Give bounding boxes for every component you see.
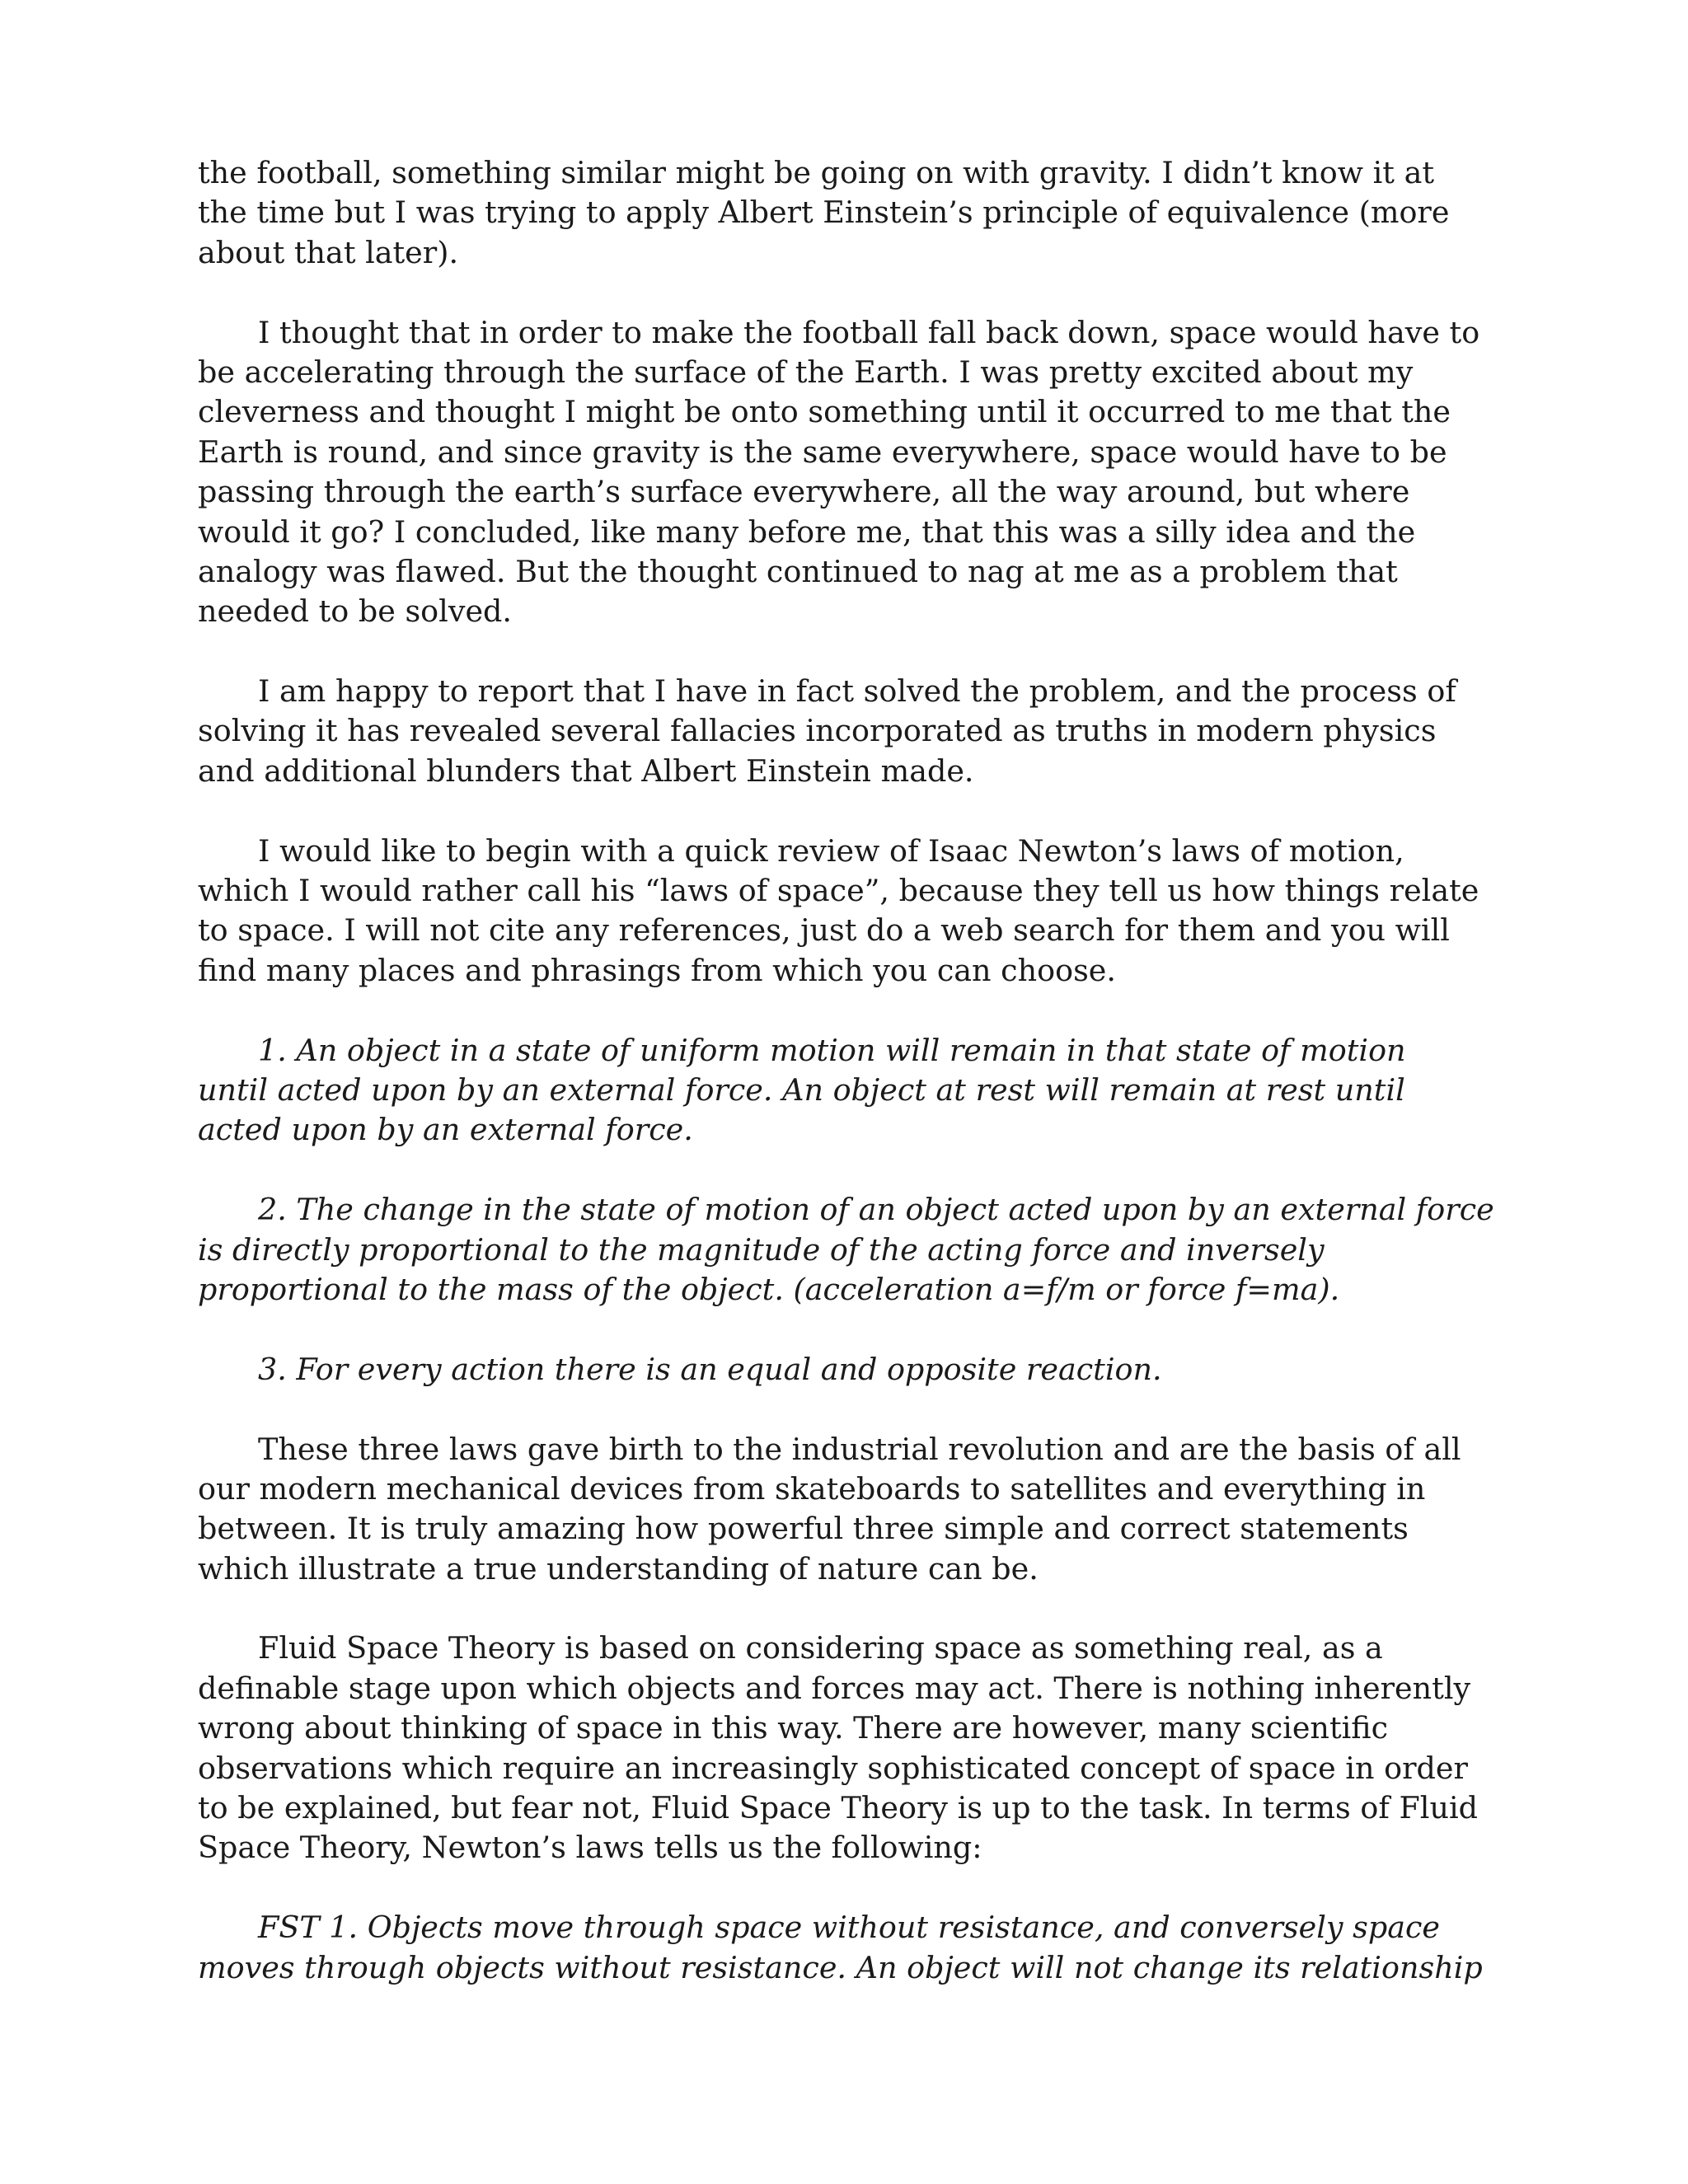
text-line: find many places and phrasings from which you can choose.: [198, 952, 1116, 988]
text-line: moves through objects without resistance. An object will not change its relationship: [198, 1949, 1483, 1985]
text-line: I thought that in order to make the football fall back down, space would have to: [258, 314, 1480, 350]
text-line: our modern mechanical devices from skateboards to satellites and everything in: [198, 1470, 1426, 1507]
text-line: the time but I was trying to apply Albert Einstein’s principle of equivalence (more: [198, 194, 1450, 231]
text-line: I would like to begin with a quick review of Isaac Newton’s laws of motion,: [258, 832, 1404, 869]
italic-paragraph: [198, 1031, 1496, 1151]
paragraph: [198, 832, 1496, 991]
text-line: be accelerating through the surface of the Earth. I was pretty excited about my: [198, 354, 1414, 390]
text-line: which illustrate a true understanding of nature can be.: [198, 1550, 1039, 1586]
italic-paragraph: [198, 1350, 1496, 1390]
text-line: would it go? I concluded, like many before me, that this was a silly idea and the: [198, 513, 1416, 550]
text-line: acted upon by an external force.: [198, 1112, 693, 1148]
text-line: 3. For every action there is an equal and opposite reaction.: [258, 1351, 1162, 1387]
text-line: solving it has revealed several fallacies incorporated as truths in modern physics: [198, 713, 1437, 749]
text-line: which I would rather call his “laws of space”, because they tell us how things relate: [198, 873, 1479, 909]
text-line: passing through the earth’s surface everywhere, all the way around, but where: [198, 474, 1410, 510]
text-line: to space. I will not cite any references, just do a web search for them and you will: [198, 912, 1450, 949]
paragraph: [198, 153, 1496, 273]
paragraph: [198, 1629, 1496, 1868]
text-line: until acted upon by an external force. An object at rest will remain at rest until: [198, 1071, 1405, 1108]
text-line: cleverness and thought I might be onto something until it occurred to me that the: [198, 394, 1451, 430]
text-line: Earth is round, and since gravity is the same everywhere, space would have to be: [198, 434, 1447, 470]
italic-paragraph: [198, 1190, 1496, 1310]
text-line: proportional to the mass of the object. (acceleration a=f/m or force f=ma).: [198, 1271, 1340, 1307]
text-line: analogy was flawed. But the thought continued to nag at me as a problem that: [198, 553, 1398, 589]
text-line: to be explained, but fear not, Fluid Space Theory is up to the task. In terms of Fluid: [198, 1790, 1478, 1826]
text-line: observations which require an increasingly sophisticated concept of space in order: [198, 1750, 1468, 1786]
text-line: definable stage upon which objects and forces may act. There is nothing inherently: [198, 1670, 1471, 1706]
text-line: These three laws gave birth to the industrial revolution and are the basis of all: [258, 1431, 1461, 1467]
text-line: the football, something similar might be going on with gravity. I didn’t know it at: [198, 155, 1434, 190]
paragraph: [198, 313, 1496, 632]
text-line: I am happy to report that I have in fact solved the problem, and the process of: [258, 673, 1456, 710]
italic-paragraph: [198, 1908, 1496, 1988]
text-line: FST 1. Objects move through space without resistance, and conversely space: [258, 1910, 1441, 1946]
paragraph: [198, 1430, 1496, 1590]
text-line: Space Theory, Newton’s laws tells us the following:: [198, 1830, 982, 1866]
text-line: between. It is truly amazing how powerful three simple and correct statements: [198, 1511, 1409, 1547]
text-line: is directly proportional to the magnitude of the acting force and inversely: [198, 1231, 1325, 1268]
text-line: about that later).: [198, 234, 459, 270]
text-line: and additional blunders that Albert Einstein made.: [198, 752, 974, 789]
paragraph: [198, 672, 1496, 791]
text-line: 1. An object in a state of uniform motion will remain in that state of motion: [258, 1032, 1406, 1068]
text-line: 2. The change in the state of motion of an object acted upon by an external force: [258, 1192, 1494, 1228]
text-line: wrong about thinking of space in this way. There are however, many scientific: [198, 1710, 1389, 1746]
body-text: [198, 153, 1496, 1988]
text-line: Fluid Space Theory is based on considering space as something real, as a: [258, 1630, 1383, 1666]
text-line: needed to be solved.: [198, 593, 513, 630]
